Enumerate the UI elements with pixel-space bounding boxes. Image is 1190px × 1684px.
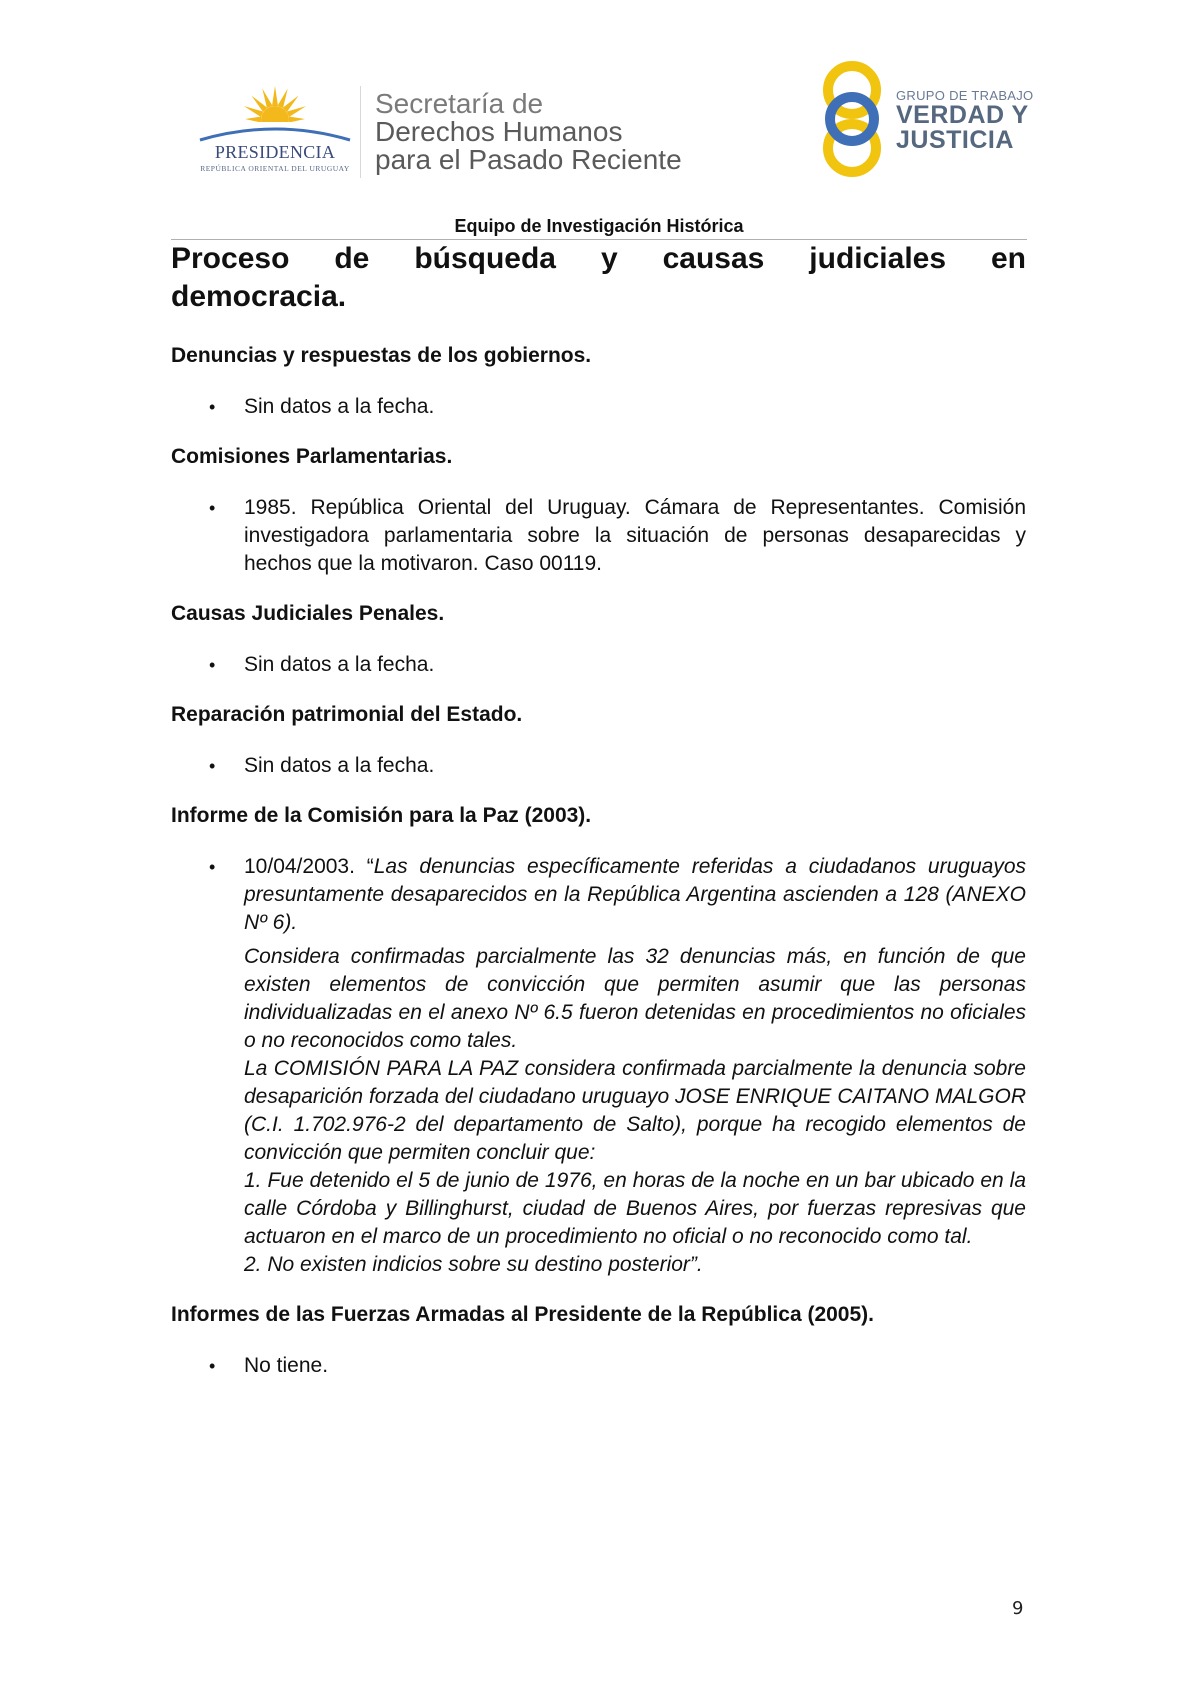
list-comisiones (171, 494, 1026, 578)
vyj-small-label: GRUPO DE TRABAJO (896, 88, 1034, 103)
list-item (171, 651, 1026, 679)
quote-text: Las denuncias específicamente referidas a ciudadanos uruguayos presuntamente desaparecidos en la República Argentina ascienden a 128 (ANEXO Nº 6). (244, 855, 1026, 934)
quote-paragraph-4: 1. Fue detenido el 5 de junio de 1976, en horas de la noche en un bar ubicado en la calle Córdoba y Billinghurst, ciudad de Buenos Aires, por fuerzas represivas que actuaron en el marco de un procedimiento no oficial o no reconocido como tal. (244, 1169, 1026, 1248)
sun-emblem-icon (196, 82, 354, 142)
list-item (171, 1352, 1026, 1380)
rings-emblem-icon (818, 56, 898, 182)
list-item (171, 393, 1026, 421)
verdad-justicia-logo (818, 56, 1048, 182)
secretaria-logo (375, 90, 682, 174)
title-word: Proceso (171, 242, 290, 275)
section-heading-fuerzas-armadas: Informes de las Fuerzas Armadas al Presidente de la República (2005). (171, 1303, 874, 1326)
list-item-text: No tiene. (244, 1354, 329, 1377)
bullet-icon: • (209, 1356, 216, 1376)
section-heading-reparacion: Reparación patrimonial del Estado. (171, 703, 523, 726)
quote-date: 10/04/2003. “ (244, 855, 374, 878)
title-line-2: democracia. (171, 280, 347, 313)
bullet-icon: • (209, 857, 216, 877)
title-word: en (990, 242, 1026, 275)
list-item (171, 752, 1026, 780)
title-word: búsqueda (414, 242, 556, 275)
list-item (171, 853, 1026, 1279)
secretaria-line-1: Secretaría de (375, 88, 544, 119)
team-header: Equipo de Investigación Histórica (454, 216, 744, 236)
vyj-line-1: VERDAD Y (896, 101, 1029, 129)
page-title (171, 240, 1026, 316)
list-fuerzas-armadas (171, 1352, 1026, 1380)
presidencia-wordmark: PRESIDENCIA (214, 142, 336, 162)
title-word: y (600, 242, 618, 275)
logo-divider (360, 86, 361, 178)
secretaria-line-3: para el Pasado Reciente (375, 144, 682, 175)
quote-paragraph-1 (244, 853, 1026, 937)
bullet-icon: • (209, 655, 216, 675)
list-item-text: Sin datos a la fecha. (244, 395, 435, 418)
secretaria-line-2: Derechos Humanos (375, 116, 623, 147)
bullet-icon: • (209, 498, 216, 518)
vyj-line-2: JUSTICIA (896, 126, 1014, 154)
list-item-text: 1985. República Oriental del Uruguay. Cámara de Representantes. Comisión investigadora parlamentaria sobre la situación de personas desaparecidas y hechos que la motivaron. Caso 00119. (244, 496, 1026, 575)
quote-paragraph-2: Considera confirmadas parcialmente las 32 denuncias más, en función de que existen elementos de convicción que permiten asumir que las personas individualizadas en el anexo Nº 6.5 fueron detenidas en procedimientos no oficiales o no reconocidos como tales. (244, 945, 1026, 1052)
title-word: judiciales (809, 242, 947, 275)
list-item-text: Sin datos a la fecha. (244, 653, 435, 676)
list-item (171, 494, 1026, 578)
verdad-justicia-text (896, 88, 1033, 153)
page-content (171, 240, 1026, 1380)
list-denuncias (171, 393, 1026, 421)
title-word: causas (662, 242, 765, 275)
quote-paragraph-5: 2. No existen indicios sobre su destino posterior”. (244, 1253, 703, 1276)
presidencia-logo (196, 82, 354, 174)
section-heading-comision-paz: Informe de la Comisión para la Paz (2003). (171, 804, 592, 827)
list-comision-paz (171, 853, 1026, 1279)
page-number: 9 (1012, 1598, 1024, 1619)
bullet-icon: • (209, 756, 216, 776)
list-causas (171, 651, 1026, 679)
title-word: de (334, 242, 370, 275)
section-heading-denuncias: Denuncias y respuestas de los gobiernos. (171, 344, 592, 367)
list-reparacion (171, 752, 1026, 780)
bullet-icon: • (209, 397, 216, 417)
section-heading-causas: Causas Judiciales Penales. (171, 602, 445, 625)
quote-paragraph-3: La COMISIÓN PARA LA PAZ considera confirmada parcialmente la denuncia sobre desaparición forzada del ciudadano uruguayo JOSE ENRIQUE CAITANO MALGOR (C.I. 1.702.976-2 del departamento de Salto), porque ha recogido elementos de convicción que permiten concluir que: (244, 1057, 1026, 1164)
section-heading-comisiones: Comisiones Parlamentarias. (171, 445, 453, 468)
title-line-1 (171, 240, 1026, 278)
presidencia-subtitle: REPÚBLICA ORIENTAL DEL URUGUAY (200, 164, 350, 173)
list-item-text: Sin datos a la fecha. (244, 754, 435, 777)
